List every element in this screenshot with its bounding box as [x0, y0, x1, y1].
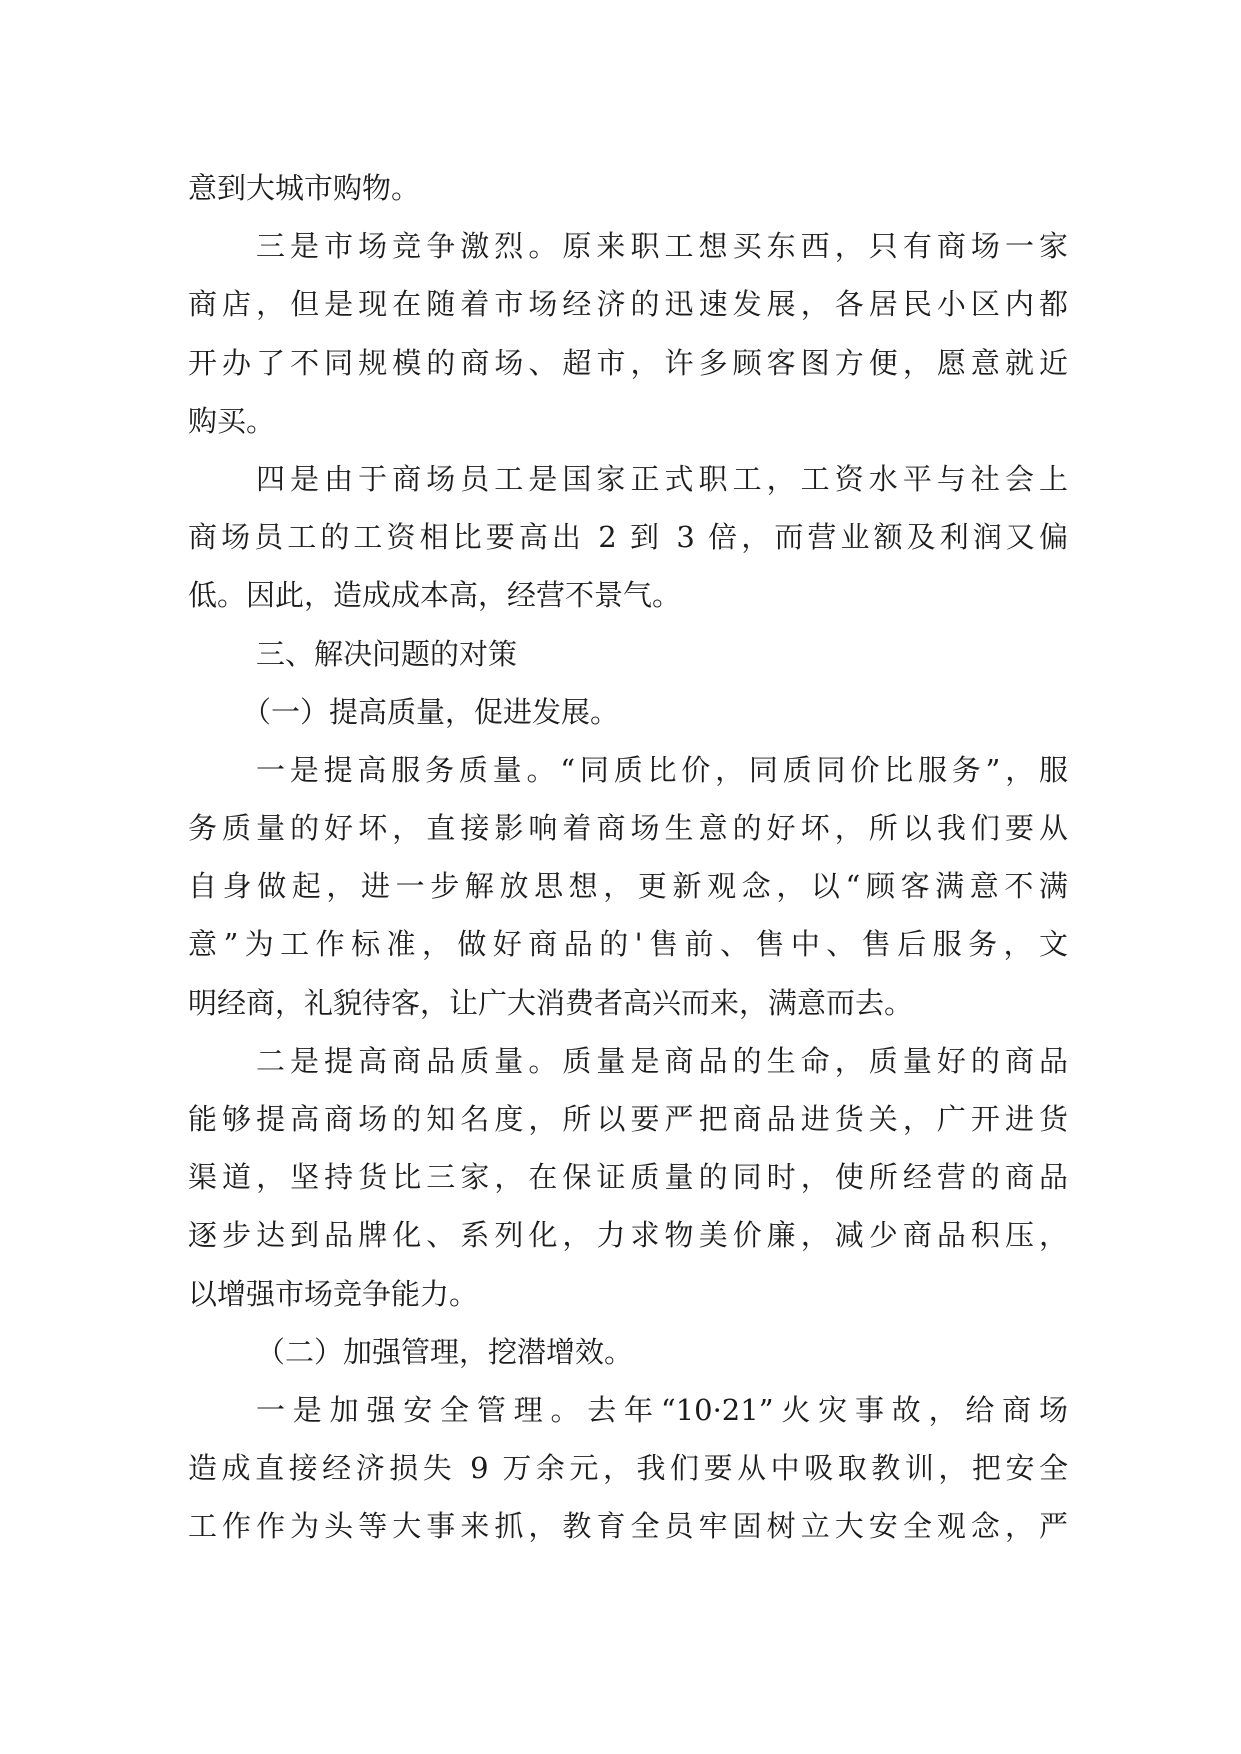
text-line: 以增强市场竞争能力。 — [188, 1276, 479, 1311]
text-line: 二是提高商品质量。质量是商品的生命，质量好的商品 — [256, 1043, 1068, 1078]
body-text — [188, 159, 1068, 1556]
text-line: 开办了不同规模的商场、超市，许多顾客图方便，愿意就近 — [188, 345, 1068, 380]
text-line: 购买。 — [188, 403, 276, 438]
text-line: 逐步达到品牌化、系列化，力求物美价廉，减少商品积压， — [188, 1218, 1068, 1253]
text-line: 一是加强安全管理。去年“10·21”火灾事故，给商场 — [256, 1392, 1068, 1427]
section-heading: 三、解决问题的对策 — [256, 636, 518, 671]
text-line: 自身做起，进一步解放思想，更新观念，以“顾客满意不满 — [188, 869, 1068, 904]
text-line: 务质量的好坏，直接影响着商场生意的好坏，所以我们要从 — [188, 811, 1068, 846]
text-line: 工作作为头等大事来抓，教育全员牢固树立大安全观念，严 — [188, 1509, 1068, 1544]
text-line: 渠道，坚持货比三家，在保证质量的同时，使所经营的商品 — [188, 1160, 1068, 1195]
text-line: 造成直接经济损失 9 万余元，我们要从中吸取教训，把安全 — [188, 1451, 1068, 1486]
subsection-heading: （二）加强管理，挖潜增效。 — [256, 1334, 634, 1369]
text-line: 商店，但是现在随着市场经济的迅速发展，各居民小区内都 — [188, 287, 1068, 322]
text-line: 三是市场竞争激烈。原来职工想买东西，只有商场一家 — [256, 229, 1068, 264]
text-line: 商场员工的工资相比要高出 2 到 3 倍，而营业额及利润又偏 — [188, 520, 1068, 555]
text-line: 四是由于商场员工是国家正式职工，工资水平与社会上 — [256, 461, 1068, 496]
text-line: 一是提高服务质量。“同质比价，同质同价比服务”，服 — [256, 752, 1068, 787]
text-line: 意”为工作标准，做好商品的'售前、售中、售后服务，文 — [188, 927, 1068, 962]
text-line: 低。因此，造成成本高，经营不景气。 — [188, 578, 682, 613]
text-line: 意到大城市购物。 — [188, 171, 421, 205]
text-line: 明经商，礼貌待客，让广大消费者高兴而来，满意而去。 — [188, 985, 914, 1020]
subsection-heading: （一）提高质量，促进发展。 — [242, 694, 620, 729]
text-line: 能够提高商场的知名度，所以要严把商品进货关，广开进货 — [188, 1102, 1068, 1136]
